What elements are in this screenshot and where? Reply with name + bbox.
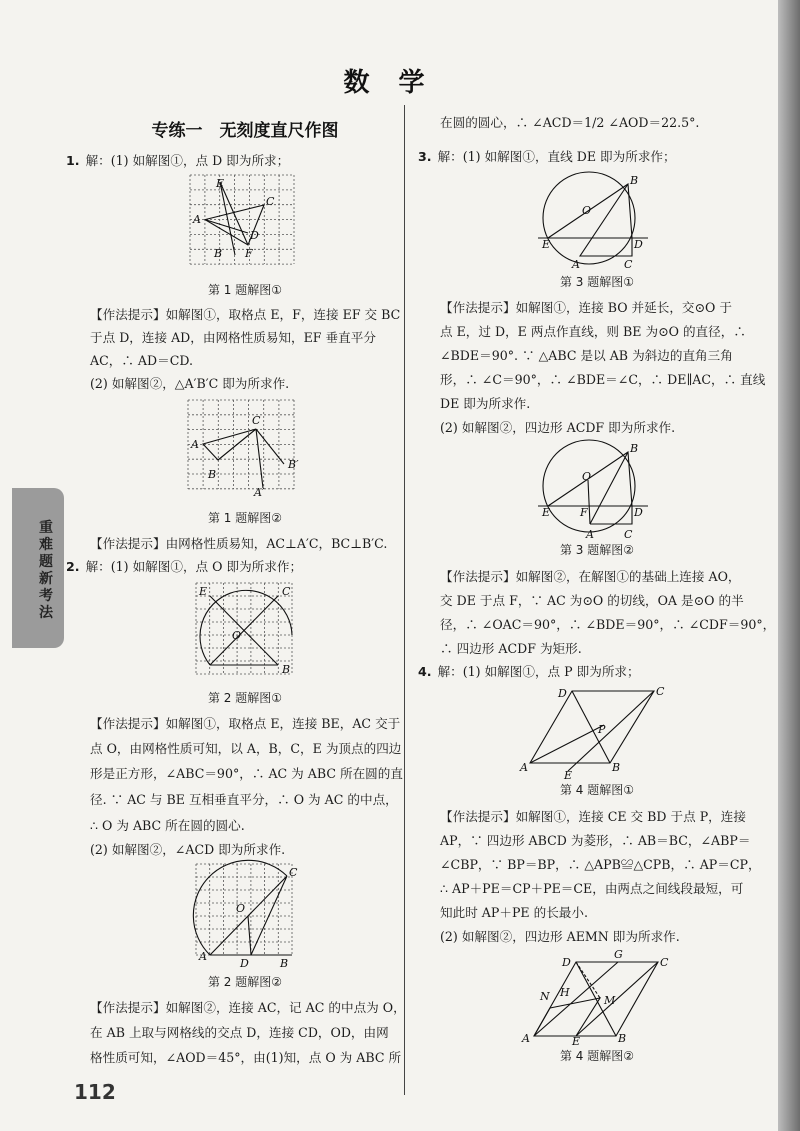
f2a-label-C: C [282,585,291,598]
f2a-label-B: B [282,663,291,676]
caption-4a: 第 4 题解图① [559,783,635,797]
f2b-label-A: A [199,950,207,963]
figure-3b [538,440,658,540]
f4a-label-E: E [564,769,573,782]
q4-hint-2: AP，∵ 四边形 ABCD 为菱形，∴ AB＝BC，∠ABP＝ [440,833,751,848]
caption-1b: 第 1 题解图② [207,511,283,525]
f3b-label-C: C [624,528,633,541]
section-title: 专练一 无刻度直尺作图 [151,121,339,141]
q3-hint-4: 形，∴ ∠C＝90°，∴ ∠BDE＝∠C，∴ DE∥AC，∴ 直线 [440,372,766,387]
f3b-label-A: A [586,528,594,541]
q3-hint-3: ∠BDE＝90°. ∵ △ABC 是以 AB 为斜边的直角三角 [440,348,733,363]
q3-answer-2: (2) 如解图②，四边形 ACDF 即为所求作. [440,420,676,435]
q3-answer-1-text: 解：(1) 如解图①，直线 DE 即为所求作； [437,149,676,164]
q1-answer-1-text: 解：(1) 如解图①，点 D 即为所求； [85,153,290,168]
q4-number: 4. [418,664,432,679]
f3b-label-B: B [630,442,639,455]
q2-hint-3: 形是正方形，∠ABC＝90°，∴ AC 为 ABC 所在圆的直 [90,766,403,781]
f4a-label-D: D [558,687,567,700]
f1b-label-A: A [191,438,199,451]
f4b-label-A: A [522,1032,530,1045]
f1a-label-F: F [245,247,253,260]
f4a-label-C: C [656,685,665,698]
f1a-label-B: B [214,247,223,260]
q2-answer-2: (2) 如解图②，∠ACD 即为所求作. [90,842,286,857]
q3-answer-1 [418,146,676,167]
f4b-label-H: H [560,986,570,999]
figure-2a [196,583,300,683]
f2b-label-B: B [280,957,289,970]
f3a-label-B: B [630,174,639,187]
q3-hint-8: 径，∴ ∠OAC＝90°，∴ ∠BDE＝90°，∴ ∠CDF＝90°， [440,617,776,632]
q4-hint-5: 知此时 AP＋PE 的长最小. [440,905,588,920]
figure-4a [520,685,670,780]
scan-page-edge [778,0,800,1131]
q1-answer-1 [66,150,289,171]
q4-hint-3: ∠CBP，∵ BP＝BP，∴ △APB≌△CPB，∴ AP＝CP， [440,857,761,872]
f2b-label-C: C [289,866,298,879]
q2-hint-1: 【作法提示】如解图①，取格点 E，连接 BE，AC 交于 [90,716,401,731]
q1-hint-4: 【作法提示】由网格性质易知，AC⊥A′C，BC⊥B′C. [90,536,388,551]
f1a-label-C: C [266,195,275,208]
f3b-label-O: O [582,470,592,483]
f2a-label-E: E [199,585,208,598]
q2-answer-1-text: 解：(1) 如解图①，点 O 即为所求作； [85,559,303,574]
q4-answer-1 [418,661,640,682]
q3-hint-6: 【作法提示】如解图②，在解图①的基础上连接 AO， [440,569,741,584]
caption-1a: 第 1 题解图① [207,283,283,297]
caption-3b: 第 3 题解图② [559,543,635,557]
figure-4b [520,948,670,1048]
f4b-label-B: B [618,1032,627,1045]
f3a-label-C: C [624,258,633,271]
side-tab-label: 重难题新考法 [39,520,53,621]
f3b-label-D: D [634,506,643,519]
q3-hint-2: 点 E，过 D，E 两点作直线，则 BE 为⊙O 的直径，∴ [440,324,746,339]
q1-number: 1. [66,153,80,168]
q1-hint-3: AC，∴ AD＝CD. [90,353,193,368]
r-continue-line: 在圆的圆心，∴ ∠ACD＝1/2 ∠AOD＝22.5°. [440,115,700,130]
page-title: 数 学 [343,68,435,98]
q4-hint-4: ∴ AP＋PE＝CP＋PE＝CE，由两点之间线段最短，可 [440,881,744,896]
f4b-label-D: D [562,956,571,969]
q2-number: 2. [66,559,80,574]
q2-hint-6: 【作法提示】如解图②，连接 AC，记 AC 的中点为 O， [90,1000,406,1015]
q2-hint-7: 在 AB 上取与网格线的交点 D，连接 CD，OD，由网 [90,1025,389,1040]
f4b-label-M: M [604,994,616,1007]
caption-2b: 第 2 题解图② [207,975,283,989]
f1a-label-D: D [250,229,259,242]
q2-hint-8: 格性质可知，∠AOD＝45°，由(1)知，点 O 为 ABC 所 [90,1050,402,1065]
figure-1b [188,400,300,500]
f1a-label-E: E [216,177,225,190]
f2a-label-O: O [232,629,242,642]
q3-hint-9: ∴ 四边形 ACDF 为矩形. [440,641,582,656]
q3-hint-1: 【作法提示】如解图①，连接 BO 并延长，交⊙O 于 [440,300,732,315]
figure-2b [196,864,300,968]
figure-1a [190,175,300,275]
f2b-label-D: D [240,957,249,970]
q2-hint-4: 径. ∵ AC 与 BE 互相垂直平分，∴ O 为 AC 的中点， [90,792,398,807]
q4-answer-2: (2) 如解图②，四边形 AEMN 即为所求作. [440,929,680,944]
f1b-label-A-prime: A′ [254,486,265,499]
q3-number: 3. [418,149,432,164]
f4b-label-N: N [540,990,550,1003]
q4-hint-1: 【作法提示】如解图①，连接 CE 交 BD 于点 P，连接 [440,809,746,824]
q4-answer-1-text: 解：(1) 如解图①，点 P 即为所求； [437,664,640,679]
q2-answer-1 [66,556,302,577]
f3a-label-D: D [634,238,643,251]
q2-hint-5: ∴ O 为 ABC 所在圆的圆心. [90,818,245,833]
q3-hint-5: DE 即为所求作. [440,396,531,411]
f1b-label-B-prime: B′ [288,458,299,471]
f1a-label-A: A [193,213,201,226]
column-divider [404,105,405,1095]
figure-3a [538,172,658,272]
q1-hint-1: 【作法提示】如解图①，取格点 E，F，连接 EF 交 BC [90,307,401,322]
caption-4b: 第 4 题解图② [559,1049,635,1063]
q3-hint-7: 交 DE 于点 F，∵ AC 为⊙O 的切线，OA 是⊙O 的半 [440,593,744,608]
f4b-label-C: C [660,956,669,969]
page-number: 112 [74,1080,116,1104]
f3b-label-F: F [580,506,588,519]
f1b-label-C: C [252,414,261,427]
q1-answer-2: (2) 如解图②，△A′B′C 即为所求作. [90,376,290,391]
f2b-label-O: O [236,902,246,915]
f1b-label-B: B [208,468,217,481]
f3a-label-O: O [582,204,592,217]
f4a-label-B: B [612,761,621,774]
f4a-label-P: P [598,723,606,736]
f3b-label-E: E [542,506,551,519]
f3a-label-E: E [542,238,551,251]
f3a-label-A: A [572,258,580,271]
f4b-label-E: E [572,1035,581,1048]
caption-2a: 第 2 题解图① [207,691,283,705]
f4b-label-G: G [614,948,623,961]
q1-hint-2: 于点 D，连接 AD，由网格性质易知，EF 垂直平分 [90,330,376,345]
f4a-label-A: A [520,761,528,774]
q2-hint-2: 点 O，由网格性质可知，以 A，B，C，E 为顶点的四边 [90,741,402,756]
caption-3a: 第 3 题解图① [559,275,635,289]
